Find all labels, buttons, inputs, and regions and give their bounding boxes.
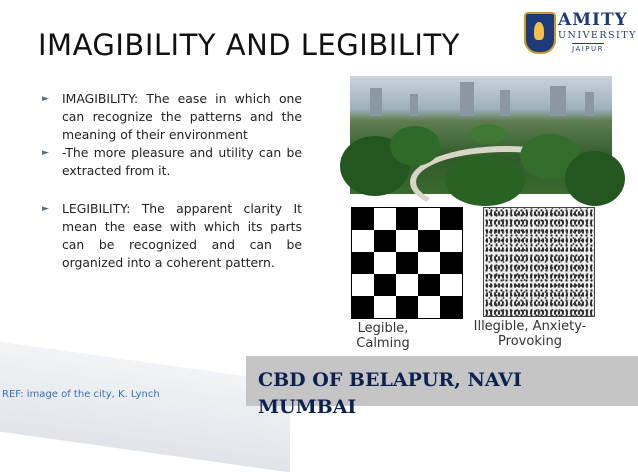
bullet-text: -The more pleasure and utility can be extracted from it. — [62, 145, 302, 178]
spacer — [40, 180, 302, 200]
logo-city: JAIPUR — [572, 45, 605, 53]
shield-icon — [524, 12, 556, 54]
bullet-legibility — [40, 200, 302, 272]
logo-name: AMITY — [558, 10, 628, 30]
amity-university-logo — [520, 6, 638, 62]
location-caption-box — [246, 356, 638, 418]
location-caption-text: CBD OF BELAPUR, NAVI MUMBAI — [258, 369, 522, 418]
reference-note: REF: image of the city, K. Lynch — [2, 389, 160, 400]
bullet-text: IMAGIBILITY: The ease in which one can recognize the patterns and the meaning of their environment — [62, 91, 302, 142]
bullet-imagibility — [40, 90, 302, 144]
triangle-right-icon: ► — [42, 148, 49, 158]
bullet-text: LEGIBILITY: The apparent clarity It mean the ease with which its parts can be recognized and can be organized into a coherent pattern. — [62, 201, 302, 270]
bullet-list — [40, 90, 302, 272]
slide-title: IMAGIBILITY AND LEGIBILITY — [38, 28, 460, 62]
cbd-belapur-aerial-photo — [350, 76, 612, 194]
bullet-pleasure — [40, 144, 302, 180]
logo-subtitle: UNIVERSITY — [558, 30, 637, 41]
legible-checkerboard-image — [351, 207, 463, 319]
triangle-right-icon: ► — [42, 204, 49, 214]
caption-illegible: Illegible, Anxiety-Provoking — [473, 319, 587, 349]
illegible-noise-image — [483, 207, 595, 317]
caption-legible: Legible, Calming — [356, 321, 410, 351]
triangle-right-icon: ► — [42, 94, 49, 104]
